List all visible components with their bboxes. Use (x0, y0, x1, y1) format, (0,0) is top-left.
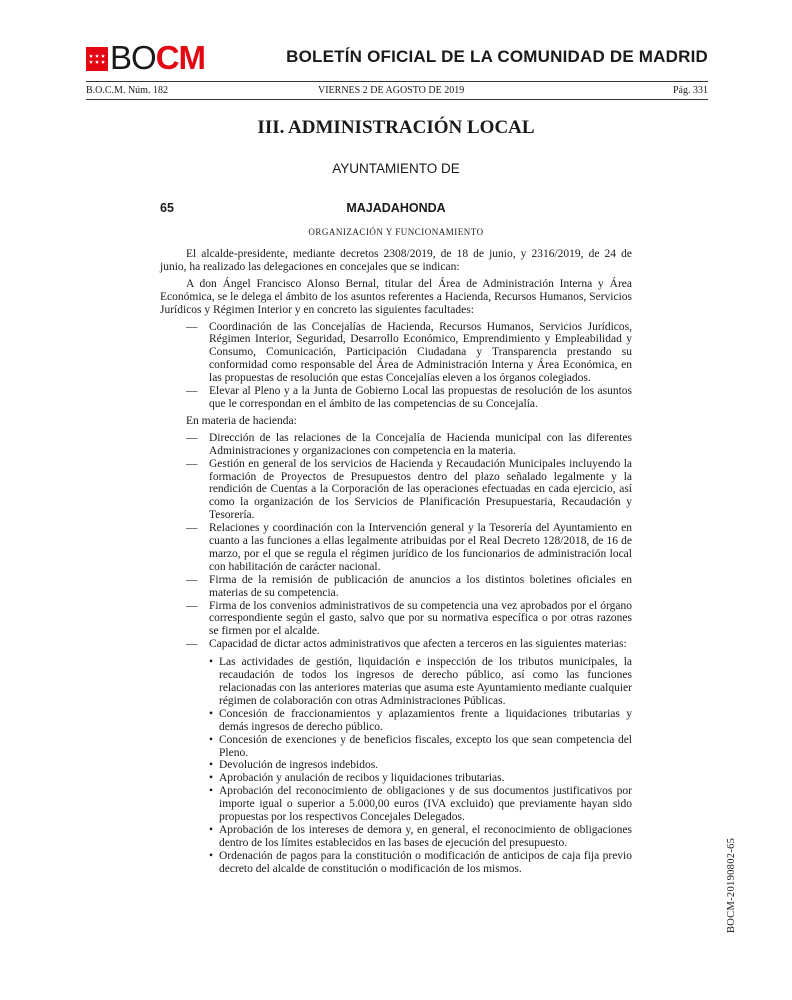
dash-marker: — (186, 599, 198, 612)
bocm-logo (86, 39, 206, 76)
bullet-item (209, 785, 632, 824)
list-item (160, 432, 632, 458)
bullet-marker: • (209, 733, 214, 746)
logo-text-cm: CM (155, 39, 206, 76)
list-item (160, 600, 632, 639)
dash-marker: — (186, 320, 198, 333)
bullet-marker: • (209, 785, 214, 798)
bullet-item-text: Aprobación y anulación de recibos y liquidaciones tributarias. (219, 772, 505, 785)
bullet-marker: • (209, 759, 214, 772)
list-item (160, 522, 632, 574)
list-item-text: Firma de los convenios administrativos de su competencia una vez aprobados por el órgano correspondiente según el gasto, salvo que por su normativa específica o por otras razones se firmen por el alcalde. (209, 599, 632, 638)
document-body (160, 248, 632, 880)
header-rule-top (86, 81, 708, 82)
bullet-marker: • (209, 823, 214, 836)
list-item-text: Dirección de las relaciones de la Concejalía de Hacienda municipal con las diferentes Administraciones y organizaciones con competencia en la materia. (209, 431, 632, 457)
entry-number: 65 (160, 201, 174, 215)
madrid-stars-icon (86, 47, 108, 71)
bocm-reference-code: BOCM-20190802-65 (726, 837, 737, 933)
dash-marker: — (186, 385, 198, 398)
bullet-item-text: Ordenación de pagos para la constitución o modificación de anticipos de caja fija previo decreto del alcalde de constitución o modificación de los mismos. (219, 849, 632, 875)
list-item (160, 321, 632, 386)
bullet-item-text: Aprobación del reconocimiento de obligaciones y de sus documentos justificativos por importe igual o superior a 5.000,00 euros (IVA excluido) que previamente hayan sido propuestas por los respectivos Concejales Delegados. (219, 785, 632, 824)
bullet-marker: • (209, 656, 214, 669)
list-item-text: Relaciones y coordinación con la Intervención general y la Tesorería del Ayuntamiento en cuanto a las funciones a ellas legalmente atribuidas por el Real Decreto 128/2018, de 16 de marzo, por el que se regula el régimen jurídico de los funcionarios de administración local con habilitación de carácter nacional. (209, 522, 632, 573)
dash-marker: — (186, 638, 198, 651)
dash-marker: — (186, 431, 198, 444)
bullet-marker: • (209, 707, 214, 720)
list-item-text: Capacidad de dictar actos administrativos que afecten a terceros en las siguientes materias: (209, 638, 627, 651)
bullet-item (209, 824, 632, 850)
dash-marker: — (186, 522, 198, 535)
faculties-list (160, 321, 632, 411)
list-item (160, 574, 632, 600)
capacity-bullet-list (209, 656, 632, 875)
subheading: ORGANIZACIÓN Y FUNCIONAMIENTO (308, 227, 484, 237)
bullet-item (209, 772, 632, 785)
header-rule-bottom (86, 99, 708, 100)
list-item-text: Gestión en general de los servicios de Hacienda y Recaudación Municipales incluyendo la formación de Proyectos de Presupuestos dentro del plazo señalado legalmente y la rendición de Cuentas a la Corporación de las operaciones efectuadas en cada ejercicio, así como la organización de los Servicios de Planificación Presupuestaria, Recaudación y Tesorería. (209, 457, 632, 522)
bullet-marker: • (209, 849, 214, 862)
bullet-item-text: Concesión de exenciones y de beneficios fiscales, excepto los que sean competencia del Pleno. (219, 733, 632, 759)
bullet-item (209, 734, 632, 760)
list-item (160, 638, 632, 875)
municipio-heading: MAJADAHONDA (346, 201, 446, 215)
hacienda-list (160, 432, 632, 876)
journal-title: BOLETÍN OFICIAL DE LA COMUNIDAD DE MADRID (286, 47, 708, 66)
section-title: III. ADMINISTRACIÓN LOCAL (257, 117, 535, 138)
issue-number: B.O.C.M. Núm. 182 (86, 85, 168, 96)
intro-paragraph: El alcalde-presidente, mediante decretos 2308/2019, de 18 de junio, y 2316/2019, de 24 de junio, ha realizado las delegaciones en concejales que se indican: (160, 248, 632, 273)
list-item-text: Coordinación de las Concejalías de Hacienda, Recursos Humanos, Servicios Jurídicos, Régimen Interior, Seguridad, Desarrollo Económico, Emprendimiento y Empleabilidad y Consumo, Comunicación, Participación Ciudadana y Transparencia prestando su conformidad como responsable del Área de Administración Interna y Área Económica, en las propuestas de resolución que estas Concejalías eleven a los órganos colegiados. (209, 320, 632, 385)
ayuntamiento-heading: AYUNTAMIENTO DE (332, 161, 460, 176)
dash-marker: — (186, 573, 198, 586)
logo-wordmark (110, 39, 206, 76)
issue-date: VIERNES 2 DE AGOSTO DE 2019 (318, 85, 465, 96)
list-item-text: Firma de la remisión de publicación de anuncios a los distintos boletines oficiales en materias de su competencia. (209, 573, 632, 599)
logo-text-bo: BO (110, 39, 156, 76)
bullet-item (209, 656, 632, 708)
bullet-item-text: Concesión de fraccionamientos y aplazamientos frente a liquidaciones tributarias y demás ingresos de derecho público. (219, 707, 632, 733)
delegation-paragraph: A don Ángel Francisco Alonso Bernal, titular del Área de Administración Interna y Área Económica, se le delega el ámbito de los asuntos referentes a Hacienda, Recursos Humanos, Servicios Jurídicos y Régimen Interior y en concreto las siguientes facultades: (160, 277, 632, 316)
bullet-item (209, 759, 632, 772)
hacienda-heading: En materia de hacienda: (186, 414, 297, 427)
bullet-item (209, 708, 632, 734)
list-item (160, 458, 632, 523)
page-number: Pág. 331 (673, 85, 708, 96)
dash-marker: — (186, 457, 198, 470)
bullet-marker: • (209, 772, 214, 785)
bullet-item-text: Aprobación de los intereses de demora y, en general, el reconocimiento de obligaciones dentro de los límites establecidos en las bases de ejecución del presupuesto. (219, 823, 632, 849)
bullet-item-text: Las actividades de gestión, liquidación e inspección de los tributos municipales, la recaudación de todos los ingresos de derecho público, así como las funciones relacionadas con las anteriores materias que asuma este Ayuntamiento mediante cualquier régimen de colaboración con otras Administraciones Públicas. (219, 656, 632, 707)
issue-line (86, 84, 708, 98)
bullet-item (209, 850, 632, 876)
bullet-item-text: Devolución de ingresos indebidos. (219, 759, 379, 772)
list-item-text: Elevar al Pleno y a la Junta de Gobierno Local las propuestas de resolución de los asuntos que le correspondan en el ámbito de las competencias de su Concejalía. (209, 385, 632, 410)
masthead (86, 39, 708, 76)
list-item (160, 385, 632, 411)
